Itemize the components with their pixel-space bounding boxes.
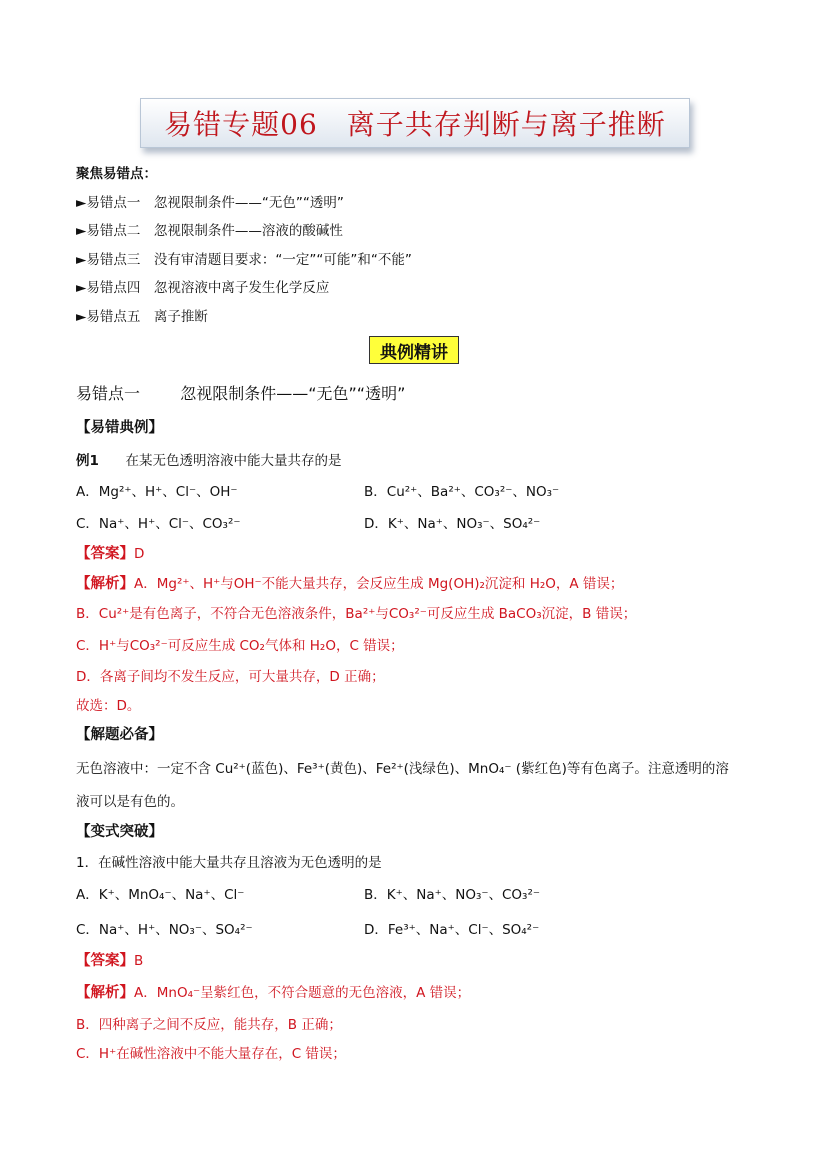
focus-item: ►易错点三 没有审清题目要求：“一定”“可能”和“不能” xyxy=(76,252,412,268)
variant-analysis-line xyxy=(76,981,470,1002)
variant-answer-line xyxy=(76,949,143,970)
variant-option-b: B．K⁺、Na⁺、NO₃⁻、CO₃²⁻ xyxy=(364,887,541,903)
focus-item: ►易错点一 忽视限制条件——“无色”“透明” xyxy=(76,195,344,211)
analysis-line: 故选：D。 xyxy=(76,698,141,714)
focus-item: ►易错点五 离子推断 xyxy=(76,309,208,325)
answer-line xyxy=(76,542,144,563)
focus-heading: 聚焦易错点： xyxy=(76,166,157,182)
page-title: 易错专题06 离子共存判断与离子推断 xyxy=(164,108,666,141)
example-header: 【易错典例】 xyxy=(76,420,163,436)
option-a: A．Mg²⁺、H⁺、Cl⁻、OH⁻ xyxy=(76,484,238,500)
answer-value: D xyxy=(134,546,145,562)
variant-option-c: C．Na⁺、H⁺、NO₃⁻、SO₄²⁻ xyxy=(76,922,253,938)
answer-value: B xyxy=(134,953,144,969)
option-c: C．Na⁺、H⁺、Cl⁻、CO₃²⁻ xyxy=(76,516,241,532)
analysis-label: 【解析】 xyxy=(76,576,134,592)
variant-analysis-line: B．四种离子之间不反应，能共存，B 正确； xyxy=(76,1017,342,1033)
option-d: D．K⁺、Na⁺、NO₃⁻、SO₄²⁻ xyxy=(364,516,541,532)
analysis-text: A．Mg²⁺、H⁺与OH⁻不能大量共存，会反应生成 Mg(OH)₂沉淀和 H₂O，A 错误； xyxy=(134,576,624,592)
variant-question: 1．在碱性溶液中能大量共存且溶液为无色透明的是 xyxy=(76,855,382,871)
section-badge: 典例精讲 xyxy=(369,336,459,364)
section-title: 忽视限制条件——“无色”“透明” xyxy=(180,384,406,403)
analysis-label: 【解析】 xyxy=(76,985,134,1001)
title-banner xyxy=(140,98,690,148)
answer-label: 【答案】 xyxy=(76,953,134,969)
variant-analysis-line: C．H⁺在碱性溶液中不能大量存在，C 错误； xyxy=(76,1046,346,1062)
essential-text: 无色溶液中：一定不含 Cu²⁺(蓝色)、Fe³⁺(黄色)、Fe²⁺(浅绿色)、MnO₄⁻ (紫红色)等有色离子。注意透明的溶 xyxy=(76,761,729,777)
answer-label: 【答案】 xyxy=(76,546,134,562)
question-text: 在某无色透明溶液中能大量共存的是 xyxy=(125,453,342,469)
section-heading xyxy=(76,381,405,404)
analysis-line: B．Cu²⁺是有色离子，不符合无色溶液条件，Ba²⁺与CO₃²⁻可反应生成 BaCO₃沉淀，B 错误； xyxy=(76,606,637,622)
focus-item: ►易错点四 忽视溶液中离子发生化学反应 xyxy=(76,280,330,296)
analysis-line xyxy=(76,572,623,593)
essential-header: 【解题必备】 xyxy=(76,727,163,743)
variant-option-d: D．Fe³⁺、Na⁺、Cl⁻、SO₄²⁻ xyxy=(364,922,540,938)
option-b: B．Cu²⁺、Ba²⁺、CO₃²⁻、NO₃⁻ xyxy=(364,484,560,500)
example-label: 例1 xyxy=(76,453,99,469)
example-question xyxy=(76,449,342,469)
analysis-text: A．MnO₄⁻呈紫红色，不符合题意的无色溶液，A 错误； xyxy=(134,985,471,1001)
focus-item: ►易错点二 忽视限制条件——溶液的酸碱性 xyxy=(76,223,343,239)
section-number: 易错点一 xyxy=(76,384,141,403)
analysis-line: D．各离子间均不发生反应，可大量共存，D 正确； xyxy=(76,669,385,685)
analysis-line: C．H⁺与CO₃²⁻可反应生成 CO₂气体和 H₂O，C 错误； xyxy=(76,638,404,654)
essential-text: 液可以是有色的。 xyxy=(76,794,184,810)
variant-option-a: A．K⁺、MnO₄⁻、Na⁺、Cl⁻ xyxy=(76,887,245,903)
variant-header: 【变式突破】 xyxy=(76,824,163,840)
